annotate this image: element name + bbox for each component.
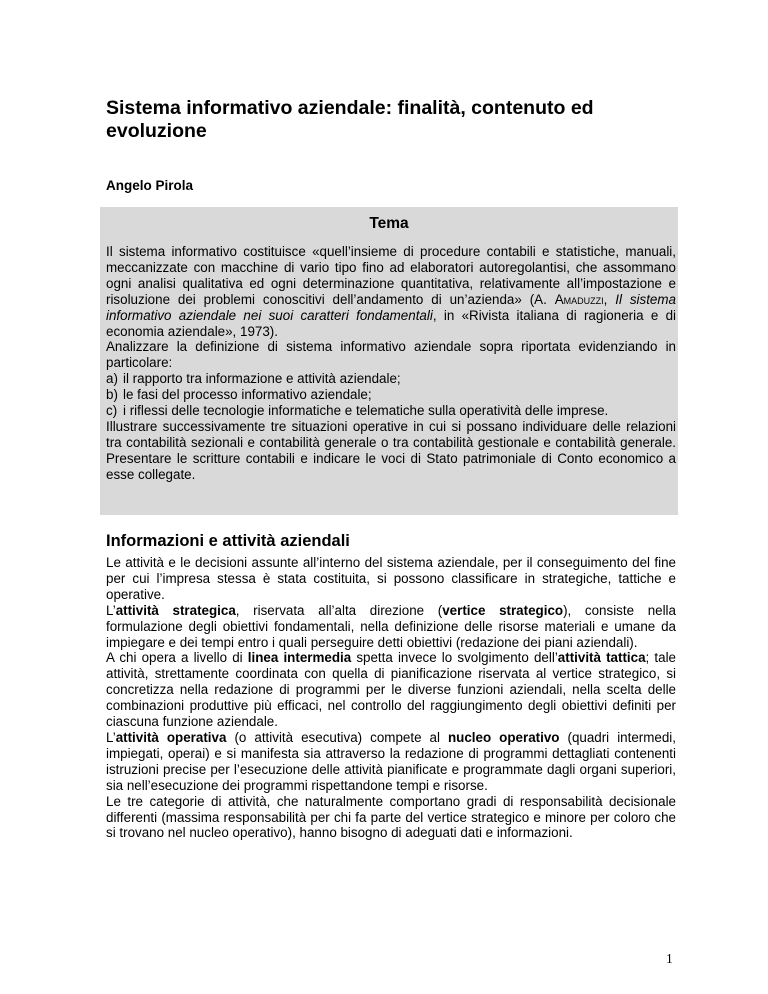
p2-term-vertice-strategico: vertice strategico: [442, 602, 564, 618]
document-title: Sistema informativo aziendale: finalità, contenuto ed evoluzione: [106, 97, 594, 142]
tema-intro-text: Il sistema informativo costituisce «quell’insieme di procedure contabili e statistiche, manuali, meccanizzate con macchine di vario tipo fino ad elaboratori autoregolantisi, che assommano ogni analisi qualitativa ed ogni determinazione quantitativa, relativamente all’impostazione e risoluzione dei problemi conoscitivi dell’andamento di un’azienda» (A.: [106, 244, 676, 307]
tema-closing: Illustrare successivamente tre situazioni operative in cui si possano individuare delle relazioni tra contabilità sezionali e contabilità generale o tra contabilità gestionale e contabilità generale. Presentare le scritture contabili e indicare le voci di Stato patrimoniale di Conto economico a esse collegate.: [106, 418, 676, 482]
section-heading: Informazioni e attività aziendali: [106, 532, 350, 550]
tema-heading: Tema: [369, 215, 409, 232]
tema-prompt: Analizzare la definizione di sistema informativo aziendale sopra riportata evidenziando in particolare:: [106, 339, 676, 371]
list-marker: a): [106, 371, 118, 387]
paragraph-5: Le tre categorie di attività, che naturalmente comportano gradi di responsabilità decisionale differenti (massima responsabilità per chi fa parte del vertice strategico e minore per coloro che si trovano nel nucleo operativo), hanno bisogno di adeguati dati e informazioni.: [106, 793, 676, 841]
paragraph-1: Le attività e le decisioni assunte all’interno del sistema aziendale, per il conseguimento del fine per cui l’impresa stessa è stata costituita, si possono classificare in strategiche, tattiche e operative.: [106, 555, 676, 602]
citation-title: Il sistema informativo aziendale nei suoi caratteri fondamentali: [106, 291, 676, 323]
citation-author: Amaduzzi: [554, 291, 604, 307]
citation-rest: , in «Rivista italiana di ragioneria e di economia aziendale», 1973).: [106, 307, 676, 339]
list-text: il rapporto tra informazione e attività aziendale;: [123, 371, 401, 387]
p3-e: ; tale attività, strettamente coordinata con quella di pianificazione riservata al vertice strategico, si concretizza nella redazione di programmi per le diverse funzioni aziendali, nella scelta delle combinazioni produttive più efficaci, nel controllo del raggiungimento degli obiettivi definiti per ciascuna funzione aziendale.: [106, 650, 677, 730]
list-item: [106, 371, 676, 387]
list-marker: b): [106, 387, 118, 403]
p4-e: (quadri intermedi, impiegati, operai) e si manifesta sia attraverso la redazione di programmi dettagliati contenenti istruzioni precise per l’esecuzione delle attività pianificate e programmate dagli organi superiori, sia nell’esecuzione dei programmi rispettandone tempi e risorse.: [106, 729, 676, 793]
p4-term-attivita-operativa: attività operativa: [115, 729, 227, 745]
tema-list: [106, 371, 676, 419]
p4-a: L’: [106, 729, 116, 745]
section-body: [106, 555, 676, 841]
tema-text: [106, 244, 676, 483]
list-text: i riflessi delle tecnologie informatiche e telematiche sulla operatività delle imprese.: [123, 403, 609, 419]
tema-intro: [106, 244, 676, 339]
list-text: le fasi del processo informativo aziendale;: [123, 387, 372, 403]
p3-term-attivita-tattica: attività tattica: [557, 650, 646, 666]
list-item: [106, 403, 676, 419]
paragraph-3: [106, 650, 676, 730]
p2-c: , riservata all’alta direzione (: [235, 602, 443, 618]
p4-term-nucleo-operativo: nucleo operativo: [448, 729, 560, 745]
paragraph-2: [106, 603, 676, 651]
author-name: Angelo Pirola: [106, 178, 194, 193]
list-marker: c): [106, 403, 118, 419]
citation-sep: ,: [603, 291, 616, 307]
p2-e: ), consiste nella formulazione degli obiettivi fondamentali, nella definizione delle risorse materiali e umane da impiegare e dei tempi entro i quali perseguire detti obiettivi (redazione dei piani aziendali).: [106, 602, 676, 650]
p3-c: spetta invece lo svolgimento dell’: [351, 650, 558, 666]
p2-term-attivita-strategica: attività strategica: [115, 602, 236, 618]
p3-a: A chi opera a livello di: [106, 650, 248, 666]
page-number: 1: [666, 951, 673, 966]
p2-a: L’: [106, 602, 116, 618]
paragraph-4: [106, 730, 676, 794]
p3-term-linea-intermedia: linea intermedia: [247, 650, 352, 666]
list-item: [106, 387, 676, 403]
p4-c: (o attività esecutiva) compete al: [226, 729, 448, 745]
